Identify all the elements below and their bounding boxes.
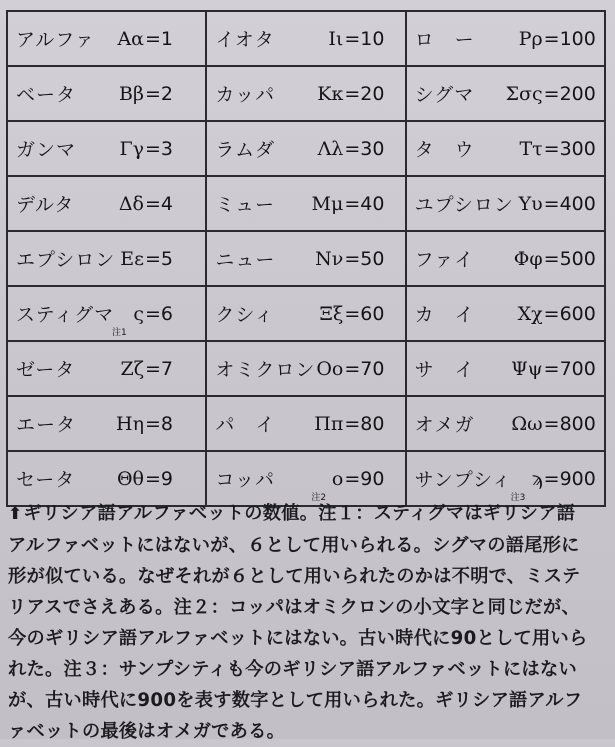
letter-cell <box>406 396 605 451</box>
letter-name: カ イ <box>414 304 475 326</box>
greek-letters: Μμ <box>311 192 344 215</box>
numeric-value: =800 <box>543 412 596 435</box>
letter-name: ミュー <box>215 194 275 216</box>
numeric-value: =700 <box>543 357 596 380</box>
caption-line-2: アルファベットにはないが、６として用いられる。シグマの語尾形に <box>8 535 580 556</box>
letter-entry <box>16 232 205 285</box>
greek-letters: Θθ <box>116 467 144 490</box>
greek-letters: Κκ <box>317 82 344 105</box>
letter-entry <box>215 342 404 395</box>
greek-letters: Φφ <box>513 247 543 270</box>
greek-letters: Λλ <box>317 137 344 160</box>
letter-name: パ イ <box>215 414 276 436</box>
table-row <box>7 286 605 341</box>
caption-line-1: ⬆ギリシア語アルファベットの数値。注１：スティグマはギリシア語 <box>8 503 576 524</box>
caption-line-5: 今のギリシア語アルファベットにはない。古い時代に90として用いら <box>8 628 588 649</box>
numeric-value: =40 <box>344 192 385 215</box>
greek-letters: Υυ <box>518 192 543 215</box>
greek-letters: ϡ <box>531 467 543 490</box>
numeric-value: =100 <box>543 27 596 50</box>
caption-text <box>8 498 608 747</box>
letter-name: エータ <box>16 414 77 436</box>
numeric-value: =6 <box>145 302 174 325</box>
numeric-value: =3 <box>145 137 174 160</box>
letter-cell <box>406 11 605 66</box>
table-row <box>7 341 605 396</box>
letter-entry <box>415 122 604 175</box>
numeric-value: =5 <box>145 247 174 270</box>
letter-name: ラムダ <box>215 139 276 161</box>
letter-entry <box>215 12 404 65</box>
letter-name: エプシロン <box>16 249 116 271</box>
letter-cell <box>7 341 206 396</box>
caption-line-8: ァベットの最後はオメガである。 <box>8 721 286 742</box>
numeric-value: =30 <box>344 137 385 160</box>
numeric-value: =300 <box>543 137 596 160</box>
greek-letters: Ππ <box>314 412 344 435</box>
caption-line-3: 形が似ている。なぜそれが６として用いられたのかは不明で、ミステ <box>8 566 581 587</box>
numeric-value: =1 <box>145 27 174 50</box>
letter-cell <box>206 176 405 231</box>
caption-line-7: が、古い時代に900を表す数字として用いられた。ギリシア語アルフ <box>8 690 583 711</box>
up-arrow-icon: ⬆ <box>8 504 23 524</box>
letter-entry <box>16 177 205 230</box>
letter-name: オメガ <box>414 414 475 436</box>
footnote-marker: 注3 <box>510 493 526 503</box>
letter-name: ファイ <box>414 249 475 271</box>
table-row <box>7 66 605 121</box>
letter-entry <box>215 177 404 230</box>
letter-name: ユプシロン <box>414 194 514 216</box>
letter-cell <box>206 121 405 176</box>
letter-cell <box>406 66 605 121</box>
letter-name: イオタ <box>215 29 275 51</box>
greek-letters: Γγ <box>119 137 144 160</box>
letter-entry <box>16 287 205 340</box>
letter-name: スティグマ <box>16 304 115 326</box>
letter-name: クシィ <box>215 304 275 326</box>
greek-letters: Χχ <box>517 302 543 325</box>
letter-name: アルファ <box>16 29 95 51</box>
letter-cell <box>7 231 206 286</box>
table-row <box>7 231 605 286</box>
letter-entry <box>415 12 604 65</box>
footnote-marker: 注2 <box>311 493 327 503</box>
letter-entry <box>415 342 604 395</box>
caption-line-6: れた。注３：サンプシティも今のギリシア語アルファベットにはない <box>8 659 577 680</box>
letter-entry <box>415 232 604 285</box>
letter-name: サンプシィ <box>414 469 512 491</box>
numeric-value: =9 <box>145 467 174 490</box>
letter-entry <box>215 122 404 175</box>
letter-cell <box>206 286 405 341</box>
numeric-value: =600 <box>543 302 596 325</box>
greek-letters: Ττ <box>519 137 543 160</box>
numeric-value: =70 <box>344 357 385 380</box>
greek-alphabet-table <box>6 10 606 507</box>
letter-cell <box>7 11 206 66</box>
letter-cell <box>406 231 605 286</box>
letter-cell <box>206 396 405 451</box>
numeric-value: =90 <box>344 467 385 490</box>
letter-name: ガンマ <box>16 139 77 161</box>
letter-cell <box>406 286 605 341</box>
greek-letters: Ψψ <box>511 357 543 380</box>
letter-cell <box>206 341 405 396</box>
greek-letters: ς <box>133 302 144 325</box>
greek-letters: ο <box>331 467 344 490</box>
letter-name: カッパ <box>215 84 276 106</box>
letter-entry <box>415 397 604 450</box>
greek-letters: Σσς <box>505 82 543 105</box>
numeric-value: =60 <box>344 302 385 325</box>
greek-letters: Ιι <box>328 27 344 50</box>
letter-name: サ イ <box>414 359 475 381</box>
letter-cell <box>7 121 206 176</box>
numeric-value: =900 <box>543 467 596 490</box>
letter-entry <box>215 287 404 340</box>
greek-letters: Ζζ <box>120 357 144 380</box>
numeric-value: =500 <box>543 247 596 270</box>
numeric-value: =4 <box>145 192 174 215</box>
letter-name: ベータ <box>16 84 77 106</box>
numeric-value: =8 <box>145 412 174 435</box>
numeric-value: =2 <box>145 82 174 105</box>
greek-letters: Εε <box>120 247 144 270</box>
letter-name: デルタ <box>16 194 75 216</box>
numeric-value: =200 <box>543 82 596 105</box>
letter-name: ロ ー <box>414 29 475 51</box>
letter-entry <box>16 122 205 175</box>
letter-name: セータ <box>16 469 76 491</box>
numeric-value: =80 <box>344 412 385 435</box>
numeric-value: =7 <box>145 357 174 380</box>
letter-name: シグマ <box>414 84 475 106</box>
letter-name: ゼータ <box>16 359 76 381</box>
letter-entry <box>215 67 404 120</box>
table-row <box>7 176 605 231</box>
letter-cell <box>206 231 405 286</box>
letter-entry <box>215 232 404 285</box>
letter-cell <box>7 286 206 341</box>
letter-cell <box>7 66 206 121</box>
letter-entry <box>215 397 404 450</box>
table-row <box>7 11 605 66</box>
table-row <box>7 396 605 451</box>
letter-cell <box>406 121 605 176</box>
greek-letters: Αα <box>117 27 144 50</box>
letter-cell <box>206 66 405 121</box>
footnote-marker: 注1 <box>112 328 127 338</box>
table-row <box>7 121 605 176</box>
letter-name: コッパ <box>215 469 275 491</box>
greek-letters: Νν <box>315 247 344 270</box>
numeric-value: =400 <box>543 192 596 215</box>
letter-name: ニュー <box>215 249 276 271</box>
letter-name: オミクロン <box>215 359 316 381</box>
greek-letters: Ρρ <box>518 27 543 50</box>
letter-cell <box>406 176 605 231</box>
letter-name: タ ウ <box>414 139 475 161</box>
letter-entry <box>16 342 205 395</box>
greek-letters: Ηη <box>116 412 144 435</box>
letter-cell <box>206 11 405 66</box>
letter-cell <box>406 341 605 396</box>
letter-entry <box>16 67 205 120</box>
greek-letters: Δδ <box>118 192 144 215</box>
greek-letters: Ωω <box>511 412 543 435</box>
letter-entry <box>415 287 604 340</box>
numeric-value: =50 <box>344 247 385 270</box>
greek-letters: Ββ <box>119 82 144 105</box>
numeric-value: =10 <box>344 27 385 50</box>
letter-cell <box>7 396 206 451</box>
letter-entry <box>16 397 205 450</box>
caption-line-4: リアスでさえある。注２：コッパはオミクロンの小文字と同じだが、 <box>8 597 581 618</box>
letter-entry <box>415 67 604 120</box>
letter-entry <box>16 12 205 65</box>
letter-cell <box>7 176 206 231</box>
greek-letters: Ξξ <box>319 302 344 325</box>
numeric-value: =20 <box>344 82 385 105</box>
letter-entry <box>415 177 604 230</box>
greek-letters: Οο <box>316 357 344 380</box>
